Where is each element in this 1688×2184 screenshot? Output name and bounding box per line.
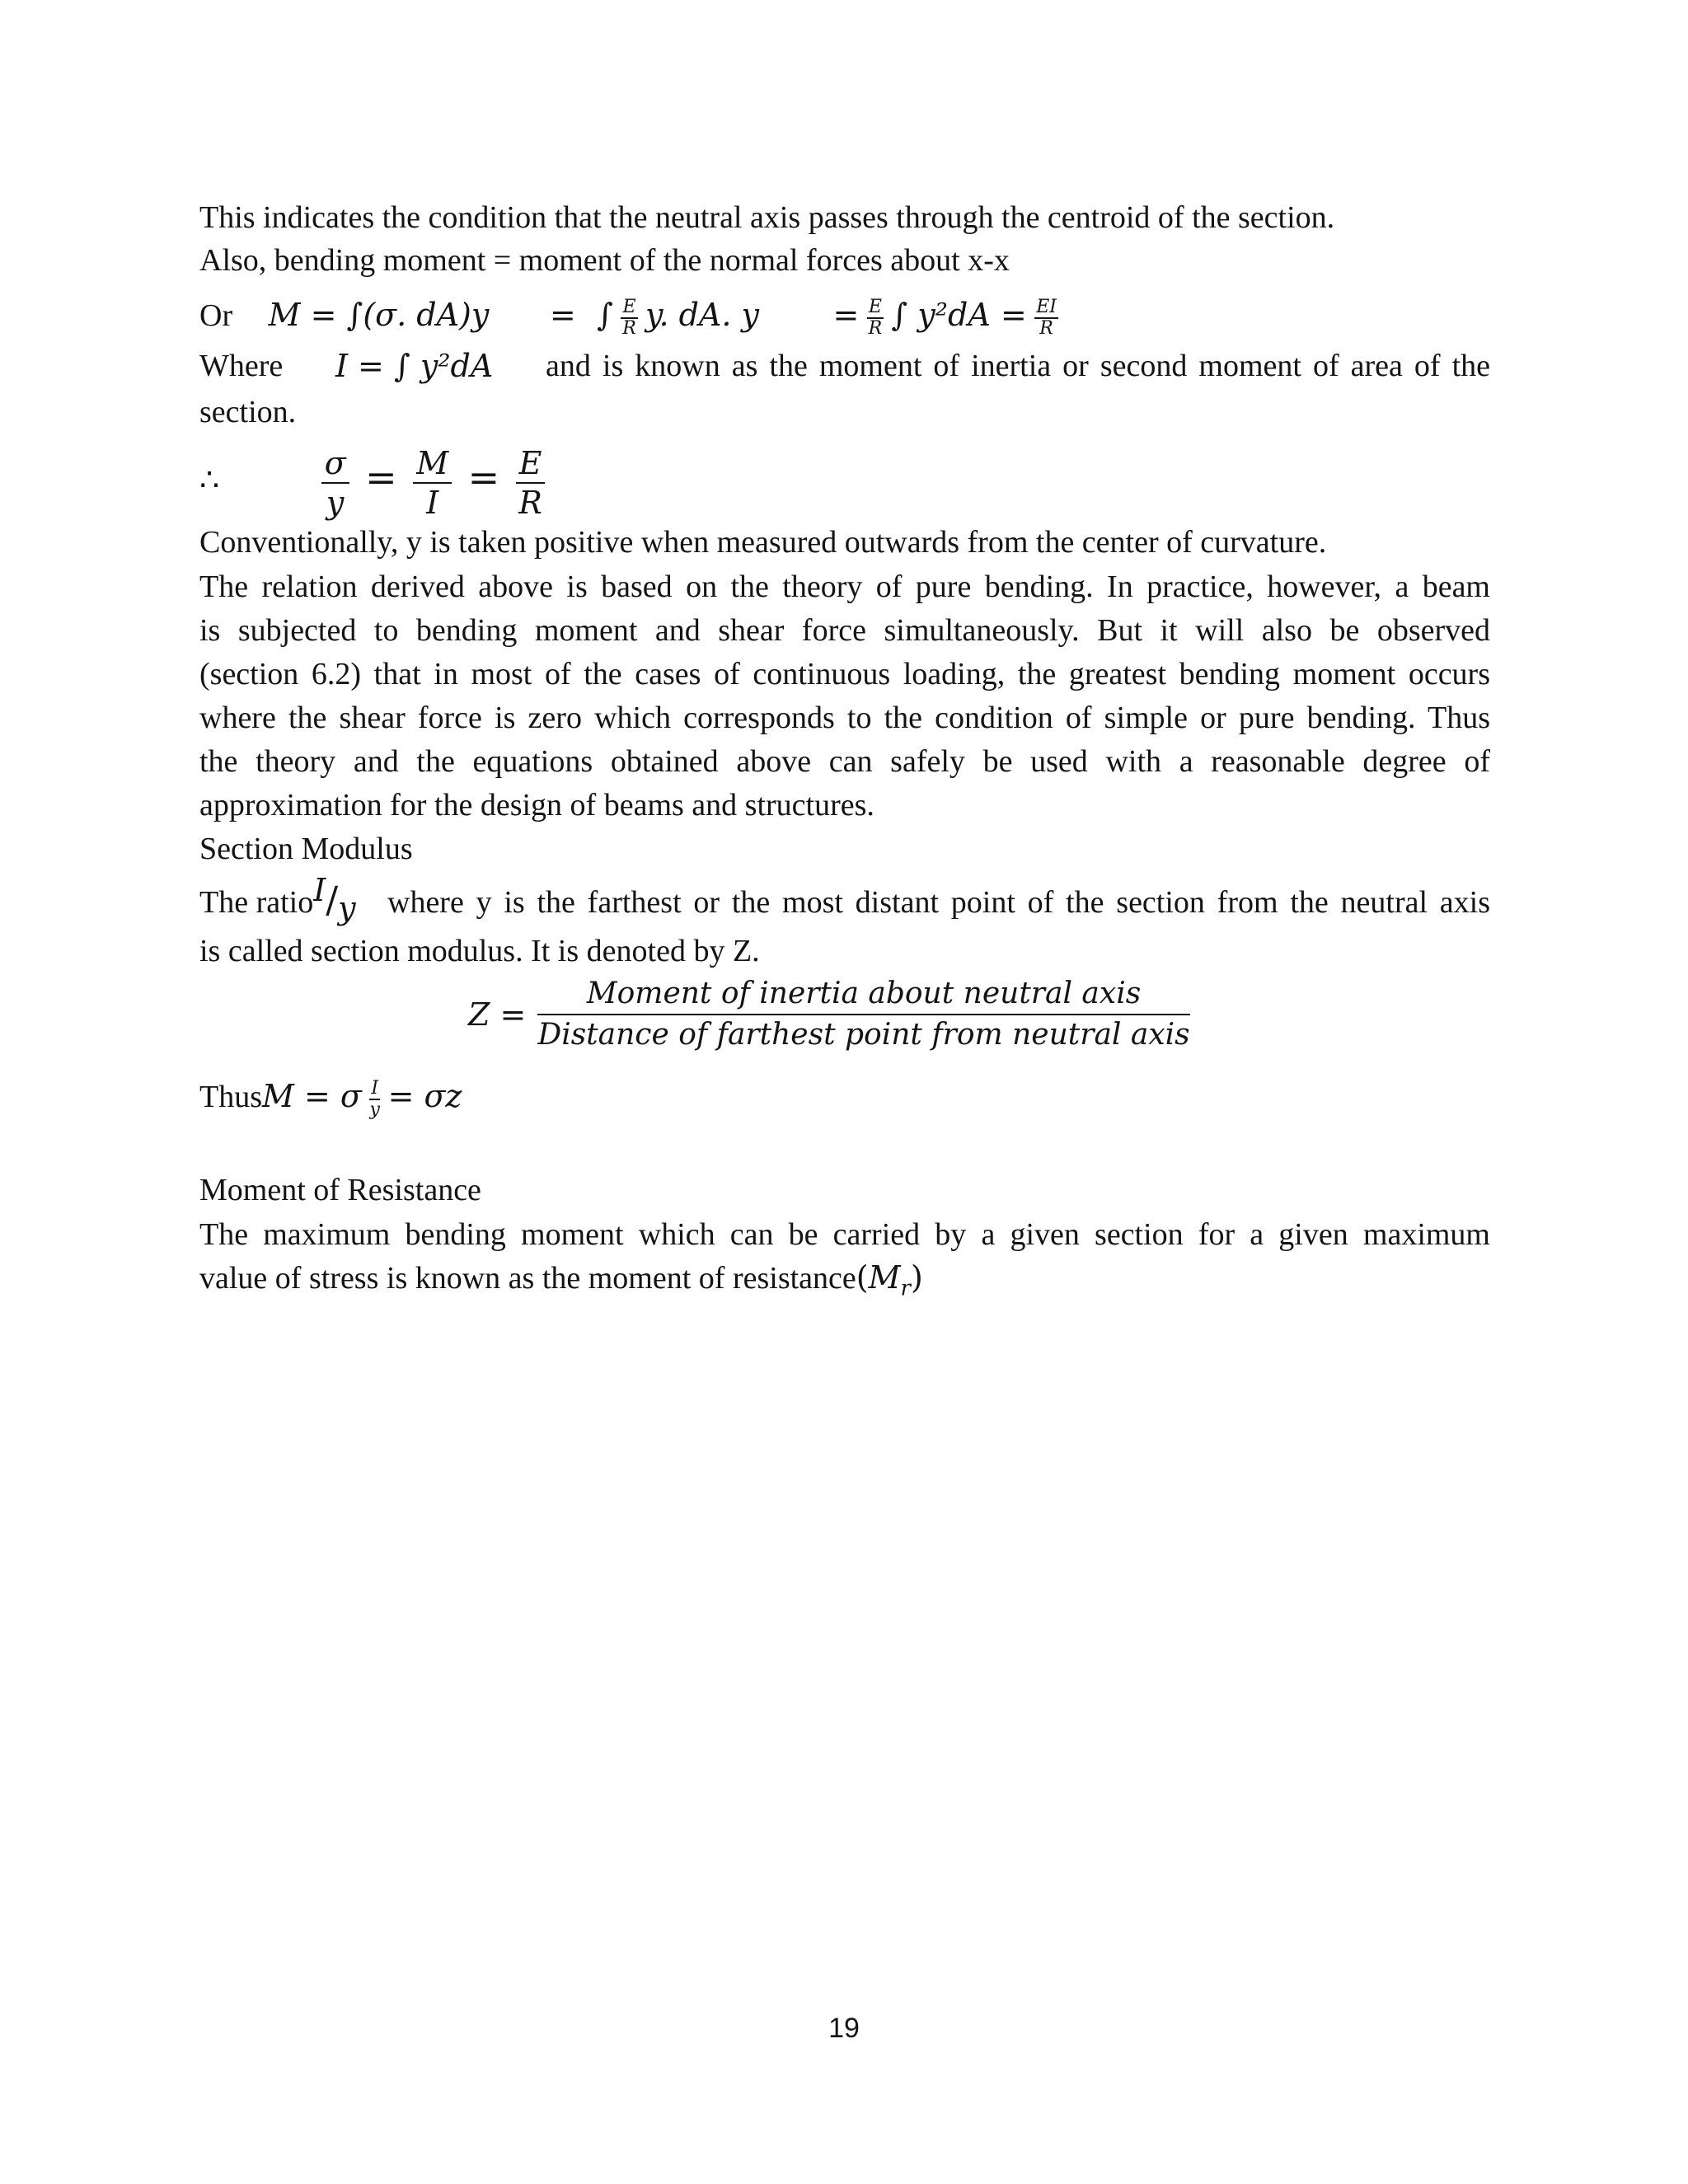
m-numerator: M (413, 444, 452, 484)
where-expression: I = ∫ y²dA (335, 348, 494, 384)
where-word: Where (199, 349, 284, 383)
eq1-frac2-numerator: E (868, 297, 882, 318)
thus-numerator: I (371, 1078, 379, 1099)
i-denominator: I (426, 485, 439, 522)
ratio-tail: where y is the farthest or the most distant point of the section from the neutral axis (387, 885, 1490, 920)
flexure-equals-1: = (365, 455, 397, 499)
fraction-e-over-r (516, 444, 546, 522)
equation-section-modulus (199, 971, 1490, 1058)
fraction-section-modulus (537, 974, 1189, 1055)
eq1-part-a: M = ∫(σ. dA)y (268, 297, 490, 333)
equation-flexure-formula (199, 434, 1490, 521)
paragraph-moment-resistance-line-1: The maximum bending moment which can be carried by a given section for a given maximum (199, 1217, 1490, 1252)
eq1-equals-1: = (549, 297, 576, 333)
ratio-group (199, 874, 356, 930)
heading-moment-of-resistance: Moment of Resistance (199, 1173, 481, 1207)
z-denominator: Distance of farthest point from neutral axis (537, 1018, 1190, 1052)
paragraph-relation-line-5: the theory and the equations obtained above can safely be used with a reasonable degree of (199, 744, 1490, 779)
eq1-fraction-e-over-r-2 (867, 298, 884, 339)
fraction-i-over-y (369, 1079, 380, 1120)
r-denominator: R (518, 485, 542, 522)
equation-bending-moment (199, 288, 1490, 341)
paragraph-relation-line-3: (section 6.2) that in most of the cases of continuous loading, the greatest bending moment occurs (199, 657, 1490, 691)
paragraph-centroid-condition: This indicates the condition that the neutral axis passes through the centroid of the section. (199, 200, 1335, 235)
z-numerator: Moment of inertia about neutral axis (537, 974, 1189, 1015)
eq1-integral-1: ∫ (597, 297, 613, 333)
paragraph-section-modulus-ratio (199, 874, 1490, 928)
eq1-frac1-numerator: E (622, 297, 636, 318)
thus-word: Thus (199, 1080, 262, 1114)
ratio-prefix: The ratio (199, 885, 314, 920)
y-denominator: y (326, 485, 345, 522)
eq1-frac3-numerator: EI (1036, 297, 1057, 318)
z-lhs: Z = (468, 996, 527, 1033)
sigma-numerator: σ (321, 444, 349, 484)
eq1-fraction-e-over-r-1 (621, 298, 637, 339)
eq1-part-b-tail: y. dA. y (645, 297, 760, 333)
eq1-fraction-ei-over-r (1034, 298, 1058, 339)
eq1-part-c-tail: ∫ y²dA = (891, 297, 1027, 333)
therefore-symbol: ∴ (199, 462, 220, 498)
eq1-equals-2: = (832, 297, 860, 333)
equation-thus-m (199, 1063, 1490, 1129)
mr-symbol: M (868, 1259, 901, 1296)
flexure-fraction-group (321, 434, 546, 524)
paragraph-section-modulus-line-2: is called section modulus. It is denoted by Z. (199, 934, 760, 968)
paragraph-moment-resistance-line-2 (199, 1258, 1490, 1309)
page-number: 19 (828, 2013, 860, 2044)
paragraph-relation-line-6: approximation for the design of beams and structures. (199, 788, 874, 823)
heading-section-modulus: Section Modulus (199, 832, 413, 866)
paragraph-relation-line-4: where the shear force is zero which corresponds to the condition of simple or pure bending. Thus (199, 701, 1490, 735)
section-word: section. (199, 395, 297, 429)
thus-denominator: y (369, 1099, 380, 1121)
z-equation-group (468, 971, 1190, 1058)
ratio-slash: / (326, 879, 339, 921)
eq1-frac2-denominator: R (868, 318, 883, 340)
fraction-m-over-i (413, 444, 452, 522)
e-numerator: E (516, 444, 546, 484)
paragraph-relation-line-2: is subjected to bending moment and shear force simultaneously. But it will also be observed (199, 613, 1490, 648)
paragraph-bending-moment: Also, bending moment = moment of the normal forces about x-x (199, 243, 1010, 278)
fraction-sigma-over-y (321, 444, 349, 522)
mr-text: value of stress is known as the moment of resistance (199, 1261, 856, 1296)
mr-subscript: r (900, 1276, 911, 1301)
paragraph-relation-line-1: The relation derived above is based on the theory of pure bending. In practice, however, a beam (199, 569, 1490, 604)
thus-lhs: M = σ (262, 1078, 362, 1114)
or-word: Or (199, 298, 233, 333)
ratio-denominator: y (338, 890, 356, 926)
where-tail: and is known as the moment of inertia or second moment of area of the (546, 349, 1490, 383)
flexure-equals-2: = (467, 455, 500, 499)
mr-close-paren: ) (910, 1259, 923, 1296)
paragraph-moment-of-inertia-definition (199, 346, 1490, 386)
eq1-frac1-denominator: R (622, 318, 636, 340)
paragraph-convention: Conventionally, y is taken positive when measured outwards from the center of curvature. (199, 525, 1327, 560)
eq1-frac3-denominator: R (1039, 318, 1053, 340)
ratio-numerator: I (313, 872, 326, 908)
thus-rhs: = σz (387, 1078, 462, 1114)
mr-open-paren: ( (856, 1259, 869, 1296)
